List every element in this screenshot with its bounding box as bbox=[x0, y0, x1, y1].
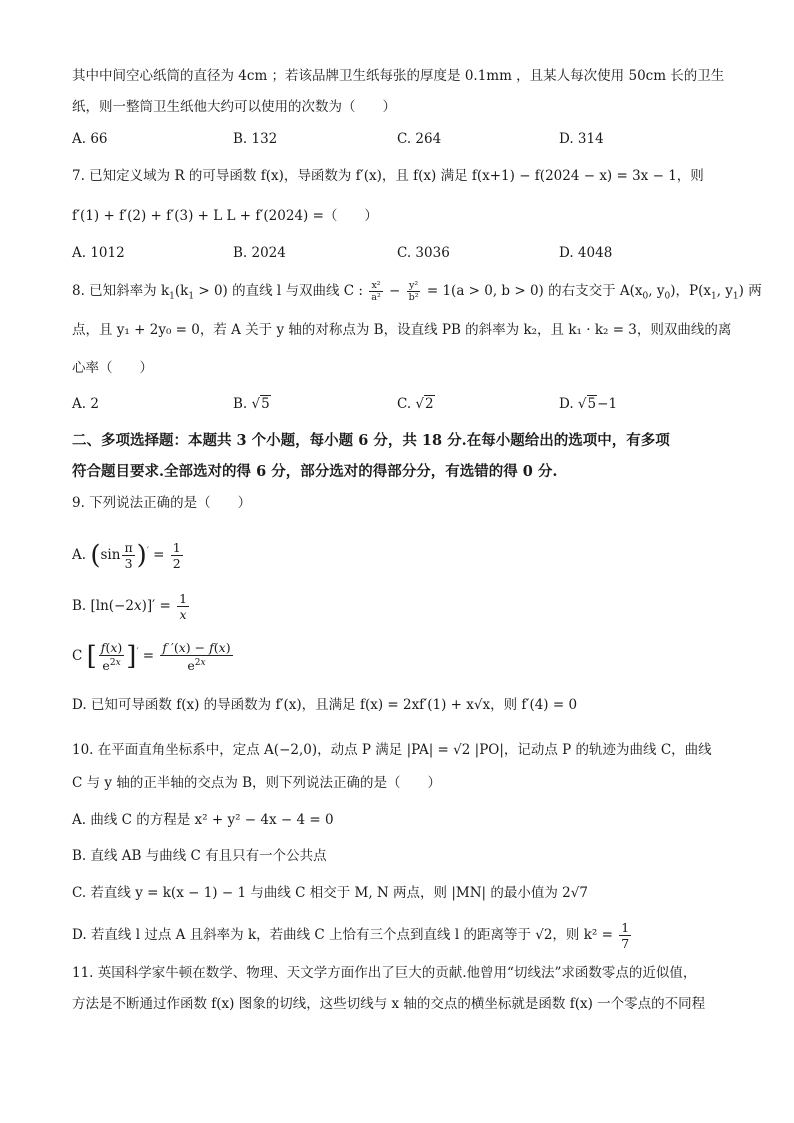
q8-line3: 心率（ ） bbox=[72, 360, 153, 376]
q11-line1: 11. 英国科学家牛顿在数学、物理、天文学方面作出了巨大的贡献.他曾用“切线法”求函数零点的近似值， bbox=[72, 965, 697, 981]
q7-option-d: D. 4048 bbox=[559, 245, 613, 261]
q9-option-a: A. (sin $\frac{\pi}{3}$ )′ = $\frac{1}{2}$ bbox=[72, 540, 181, 571]
x2-over-a2: $\frac{\text{x²}}{\text{a²}}$ bbox=[371, 280, 381, 303]
q9-option-c: C [ $\frac{f(x)}{e^{2x}}$ ]′ = $\frac{f '(x) - f(x)}{e^{2x}}$ bbox=[72, 640, 231, 674]
q11-line2: 方法是不断通过作函数 f(x) 图象的切线，这些切线与 x 轴的交点的横坐标就是函数 f(x) 一个零点的不同程 bbox=[72, 996, 706, 1012]
q6-option-a: A. 66 bbox=[72, 131, 108, 147]
y2-over-b2: $\frac{\text{y²}}{\text{b²}}$ bbox=[408, 280, 419, 303]
q6-option-d: D. 314 bbox=[559, 131, 604, 147]
q6-line2: 纸，则一整筒卫生纸他大约可以使用的次数为（ ） bbox=[72, 99, 396, 115]
q7-option-a: A. 1012 bbox=[72, 245, 125, 261]
q9-stem: 9. 下列说法正确的是（ ） bbox=[72, 495, 252, 511]
q10-option-b: B. 直线 AB 与曲线 C 有且只有一个公共点 bbox=[72, 848, 327, 864]
q8-option-a: A. 2 bbox=[72, 396, 99, 412]
q8-option-c: C. √2 bbox=[397, 396, 434, 412]
section2-line2: 符合题目要求.全部选对的得 6 分，部分选对的得部分分，有选错的得 0 分. bbox=[72, 463, 558, 480]
q9-option-d: D. 已知可导函数 f(x) 的导函数为 f′(x)，且满足 f(x) = 2xf′(1) + x√x，则 f′(4) = 0 bbox=[72, 697, 578, 713]
q6-line1: 其中中间空心纸筒的直径为 4cm ；若该品牌卫生纸每张的厚度是 0.1mm ，且某人每次使用 50cm 长的卫生 bbox=[72, 68, 725, 84]
q10-option-d: D. 若直线 l 过点 A 且斜率为 k，若曲线 C 上恰有三个点到直线 l 的距离等于 √2，则 k² = $\frac{1}{7}$ bbox=[72, 920, 630, 951]
section2-line1: 二、多项选择题：本题共 3 个小题，每小题 6 分，共 18 分.在每小题给出的选项中，有多项 bbox=[72, 432, 670, 449]
q7-line2: f′(1) + f′(2) + f′(3) + L L + f′(2024) =（ ） bbox=[72, 208, 378, 224]
q8-option-b: B. √5 bbox=[233, 396, 270, 412]
q10-option-a: A. 曲线 C 的方程是 x² + y² − 4x − 4 = 0 bbox=[72, 812, 334, 828]
q9-option-b: B. [ln(−2x)]′ = $\frac{1}{x}$ bbox=[72, 591, 188, 622]
q6-option-b: B. 132 bbox=[233, 131, 278, 147]
q10-option-c: C. 若直线 y = k(x − 1) − 1 与曲线 C 相交于 M, N 两点，则 |MN| 的最小值为 2√7 bbox=[72, 885, 588, 901]
q8-option-d: D. √5−1 bbox=[559, 396, 618, 412]
q6-option-c: C. 264 bbox=[397, 131, 442, 147]
q10-line1: 10. 在平面直角坐标系中，定点 A(−2,0)，动点 P 满足 |PA| = √2 |PO|，记动点 P 的轨迹为曲线 C，曲线 bbox=[72, 742, 712, 758]
q8-line2: 点，且 y₁ + 2y₀ = 0，若 A 关于 y 轴的对称点为 B，设直线 PB 的斜率为 k₂，且 k₁ · k₂ = 3，则双曲线的离 bbox=[72, 322, 732, 338]
q7-line1: 7. 已知定义域为 R 的可导函数 f(x)，导函数为 f′(x)，且 f(x) 满足 f(x+1) − f(2024 − x) = 3x − 1，则 bbox=[72, 168, 704, 184]
q7-option-c: C. 3036 bbox=[397, 245, 450, 261]
q10-line2: C 与 y 轴的正半轴的交点为 B，则下列说法正确的是（ ） bbox=[72, 775, 442, 791]
q7-option-b: B. 2024 bbox=[233, 245, 286, 261]
q8-line1: 8. 已知斜率为 $k_1(k_1 > 0)$ 的直线 l 与双曲线 C : $\frac{\text{x²}}{\text{a²}}$ − $\frac{\text{y²}}{\text{b²}}$ = 1(a > 0, b > 0) 的右支交于 $A(x_0$, $y_0$)，$P(x_1$, $y_1$) 两 bbox=[72, 280, 762, 303]
